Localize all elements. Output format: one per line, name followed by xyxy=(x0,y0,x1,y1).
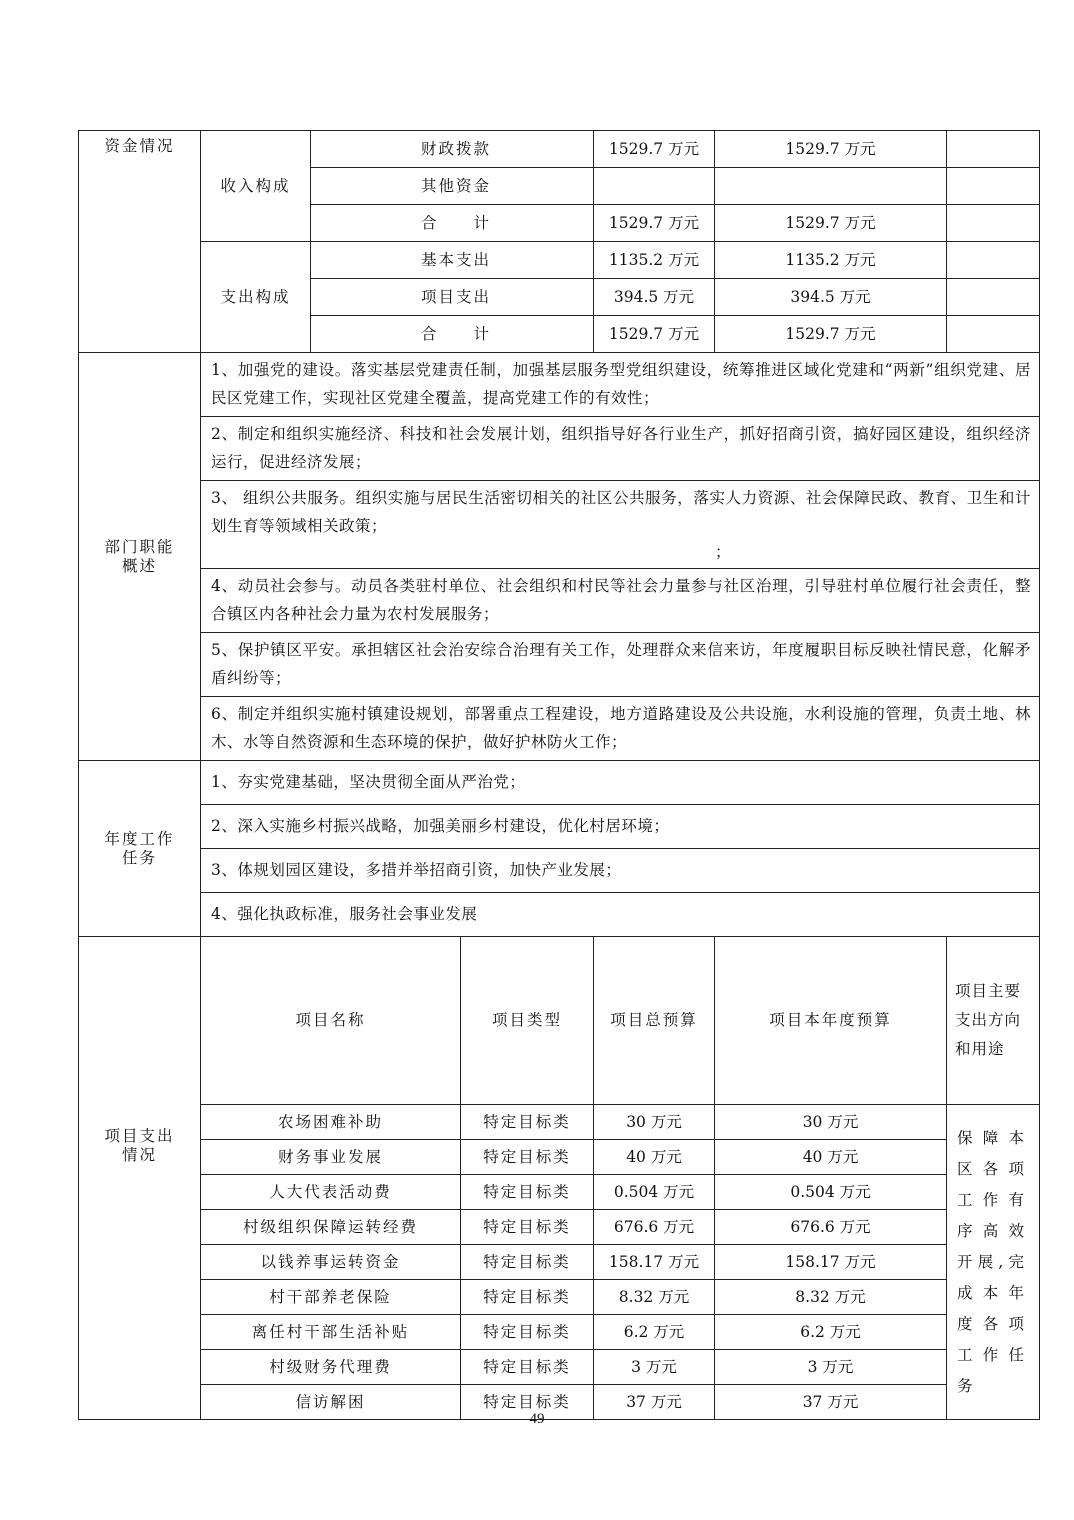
tasks-label-line1: 年度工作 xyxy=(104,829,175,848)
projects-label-line1: 项目支出 xyxy=(104,1127,175,1145)
project-total: 676.6 万元 xyxy=(594,1210,715,1245)
function-item-trailing: ； xyxy=(715,543,732,561)
project-total: 30 万元 xyxy=(594,1105,715,1140)
project-total: 158.17 万元 xyxy=(594,1245,715,1280)
functions-row-2 xyxy=(79,417,1040,481)
project-annual: 6.2 万元 xyxy=(715,1315,947,1350)
budget-table xyxy=(78,130,1040,1420)
project-name: 信访解困 xyxy=(201,1385,461,1420)
project-row xyxy=(79,1140,1040,1175)
project-type: 特定目标类 xyxy=(461,1140,594,1175)
expense-item-note xyxy=(947,279,1040,316)
expense-item-annual: 1529.7 万元 xyxy=(715,316,947,353)
expense-label: 支出构成 xyxy=(201,242,311,353)
project-name: 离任村干部生活补贴 xyxy=(201,1315,461,1350)
function-item: 2、制定和组织实施经济、科技和社会发展计划，组织指导好各行业生产，抓好招商引资，搞好园区建设，组织经济运行，促进经济发展； xyxy=(201,417,1040,481)
project-type: 特定目标类 xyxy=(461,1350,594,1385)
project-purpose: 保障本区各项工作有序高效开展,完成本年度各项工作任务 xyxy=(947,1105,1040,1420)
project-total: 6.2 万元 xyxy=(594,1315,715,1350)
expense-item-total: 394.5 万元 xyxy=(594,279,715,316)
header-project-purpose: 项目主要支出方向和用途 xyxy=(947,937,1040,1105)
project-annual: 30 万元 xyxy=(715,1105,947,1140)
funds-expense-row-1 xyxy=(79,242,1040,279)
project-annual: 3 万元 xyxy=(715,1350,947,1385)
project-row xyxy=(79,1175,1040,1210)
income-item-name: 其他资金 xyxy=(311,168,594,205)
income-item-note xyxy=(947,168,1040,205)
income-item-total: 1529.7 万元 xyxy=(594,205,715,242)
project-row xyxy=(79,1280,1040,1315)
expense-item-total: 1135.2 万元 xyxy=(594,242,715,279)
project-name: 村级组织保障运转经费 xyxy=(201,1210,461,1245)
project-annual: 158.17 万元 xyxy=(715,1245,947,1280)
project-type: 特定目标类 xyxy=(461,1315,594,1350)
expense-item-annual: 1135.2 万元 xyxy=(715,242,947,279)
task-item: 2、深入实施乡村振兴战略，加强美丽乡村建设，优化村居环境； xyxy=(201,805,1040,849)
project-total: 3 万元 xyxy=(594,1350,715,1385)
tasks-label xyxy=(79,761,201,937)
project-name: 以钱养事运转资金 xyxy=(201,1245,461,1280)
function-item: 4、动员社会参与。动员各类驻村单位、社会组织和村民等社会力量参与社区治理，引导驻村单位履行社会责任，整合镇区内各种社会力量为农村发展服务； xyxy=(201,569,1040,633)
functions-row-4 xyxy=(79,569,1040,633)
project-row xyxy=(79,1105,1040,1140)
funds-income-row-1 xyxy=(79,131,1040,168)
functions-label-line2: 概述 xyxy=(121,556,157,575)
expense-item-annual: 394.5 万元 xyxy=(715,279,947,316)
expense-item-total: 1529.7 万元 xyxy=(594,316,715,353)
project-total: 0.504 万元 xyxy=(594,1175,715,1210)
project-name: 人大代表活动费 xyxy=(201,1175,461,1210)
project-type: 特定目标类 xyxy=(461,1175,594,1210)
funds-label: 资金情况 xyxy=(79,131,201,353)
tasks-label-line2: 任务 xyxy=(121,848,157,867)
function-item: 1、加强党的建设。落实基层党建责任制，加强基层服务型党组织建设，统筹推进区域化党建和“两新”组织党建、居民区党建工作，实现社区党建全覆盖，提高党建工作的有效性； xyxy=(201,353,1040,417)
function-item: 5、保护镇区平安。承担辖区社会治安综合治理有关工作，处理群众来信来访，年度履职目标反映社情民意，化解矛盾纠纷等； xyxy=(201,633,1040,697)
project-annual: 40 万元 xyxy=(715,1140,947,1175)
functions-label-line1: 部门职能 xyxy=(104,537,175,556)
projects-label-line2: 情况 xyxy=(121,1145,157,1164)
expense-item-name: 项目支出 xyxy=(311,279,594,316)
tasks-row-4 xyxy=(79,893,1040,937)
income-item-annual: 1529.7 万元 xyxy=(715,205,947,242)
project-total: 40 万元 xyxy=(594,1140,715,1175)
project-row xyxy=(79,1315,1040,1350)
functions-row-5 xyxy=(79,633,1040,697)
project-type: 特定目标类 xyxy=(461,1105,594,1140)
income-item-total: 1529.7 万元 xyxy=(594,131,715,168)
functions-row-6 xyxy=(79,697,1040,761)
income-item-total xyxy=(594,168,715,205)
expense-item-name: 合 计 xyxy=(311,316,594,353)
header-project-annual: 项目本年度预算 xyxy=(715,937,947,1105)
project-row xyxy=(79,1210,1040,1245)
project-name: 村干部养老保险 xyxy=(201,1280,461,1315)
income-item-note xyxy=(947,131,1040,168)
project-annual: 676.6 万元 xyxy=(715,1210,947,1245)
header-project-type: 项目类型 xyxy=(461,937,594,1105)
functions-row-3 xyxy=(79,481,1040,569)
income-label: 收入构成 xyxy=(201,131,311,242)
project-annual: 0.504 万元 xyxy=(715,1175,947,1210)
function-item-text: 3、 组织公共服务。组织实施与居民生活密切相关的社区公共服务，落实人力资源、社会保障民政、教育、卫生和计划生育等领域相关政策； xyxy=(211,489,1032,535)
tasks-row-2 xyxy=(79,805,1040,849)
project-total: 37 万元 xyxy=(594,1385,715,1420)
project-row xyxy=(79,1245,1040,1280)
functions-label xyxy=(79,353,201,761)
project-type: 特定目标类 xyxy=(461,1280,594,1315)
income-item-annual xyxy=(715,168,947,205)
tasks-row-1 xyxy=(79,761,1040,805)
function-item: 6、制定并组织实施村镇建设规划，部署重点工程建设，地方道路建设及公共设施，水利设施的管理，负责土地、林木、水等自然资源和生态环境的保护，做好护林防火工作； xyxy=(201,697,1040,761)
function-item xyxy=(201,481,1040,569)
task-item: 1、夯实党建基础，坚决贯彻全面从严治党； xyxy=(201,761,1040,805)
task-item: 4、强化执政标准，服务社会事业发展 xyxy=(201,893,1040,937)
project-annual: 37 万元 xyxy=(715,1385,947,1420)
project-type: 特定目标类 xyxy=(461,1210,594,1245)
project-name: 财务事业发展 xyxy=(201,1140,461,1175)
project-name: 农场困难补助 xyxy=(201,1105,461,1140)
project-total: 8.32 万元 xyxy=(594,1280,715,1315)
expense-item-note xyxy=(947,242,1040,279)
income-item-annual: 1529.7 万元 xyxy=(715,131,947,168)
header-project-total: 项目总预算 xyxy=(594,937,715,1105)
income-item-note xyxy=(947,205,1040,242)
functions-row-1 xyxy=(79,353,1040,417)
page-number: 49 xyxy=(529,1411,545,1427)
expense-item-note xyxy=(947,316,1040,353)
projects-header-row xyxy=(79,937,1040,1105)
task-item: 3、体规划园区建设，多措并举招商引资，加快产业发展； xyxy=(201,849,1040,893)
project-row xyxy=(79,1350,1040,1385)
header-project-name: 项目名称 xyxy=(201,937,461,1105)
expense-item-name: 基本支出 xyxy=(311,242,594,279)
project-type: 特定目标类 xyxy=(461,1245,594,1280)
tasks-row-3 xyxy=(79,849,1040,893)
income-item-name: 财政拨款 xyxy=(311,131,594,168)
projects-label xyxy=(79,937,201,1420)
project-name: 村级财务代理费 xyxy=(201,1350,461,1385)
income-item-name: 合 计 xyxy=(311,205,594,242)
project-type: 特定目标类 xyxy=(461,1385,594,1420)
project-annual: 8.32 万元 xyxy=(715,1280,947,1315)
